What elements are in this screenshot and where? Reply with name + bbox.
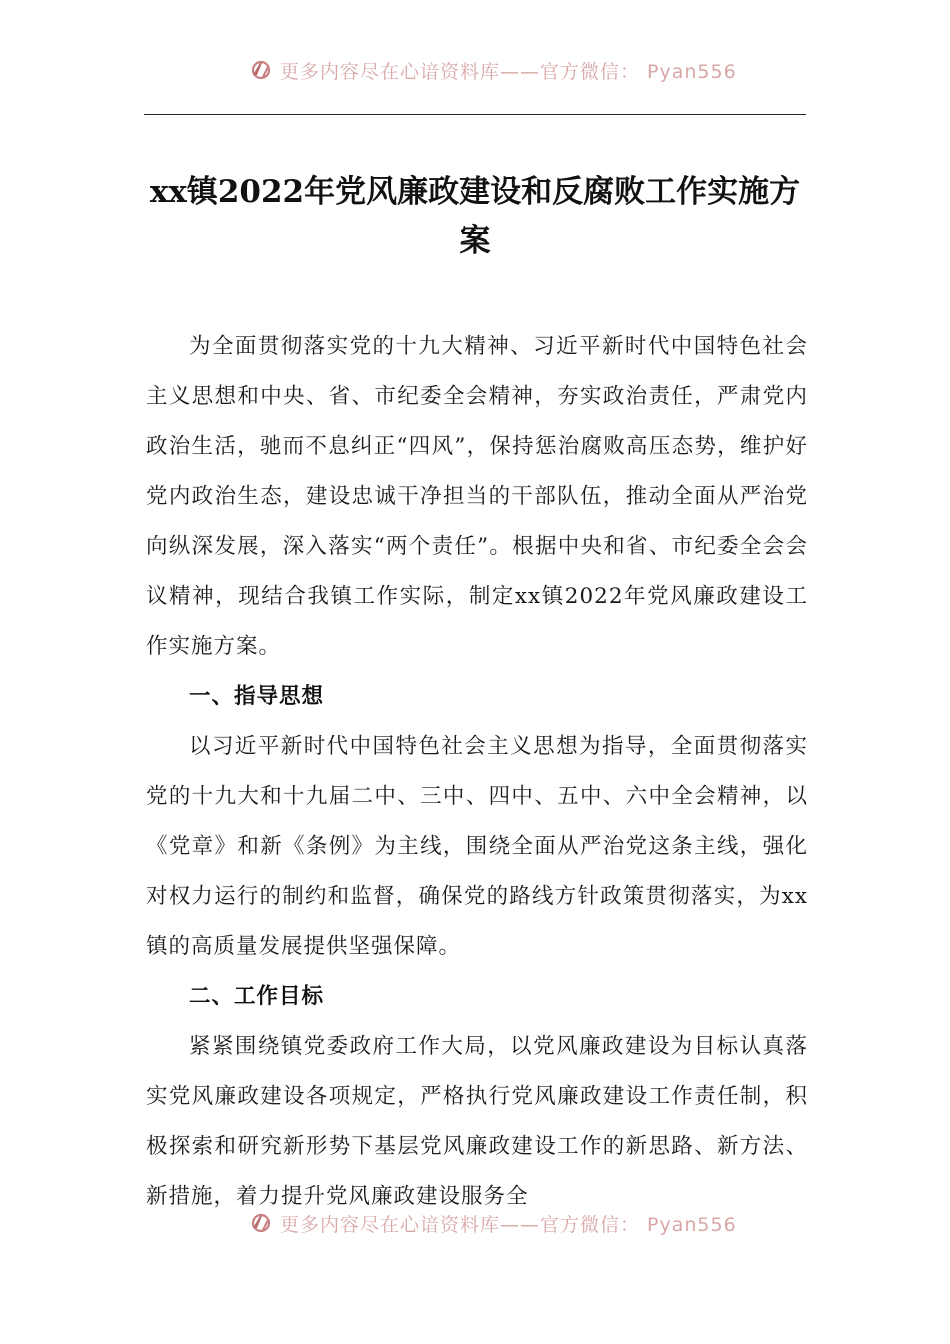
section-heading-work-goals: 二、工作目标 [189, 984, 325, 1009]
guiding-ideology-paragraph: 以习近平新时代中国特色社会主义思想为指导，全面贯彻落实党的十九大和十九届二中、三中、四中、五中、六中全会精神，以《党章》和新《条例》为主线，围绕全面从严治党这条主线，强化对权力运行的制约和监督，确保党的路线方针政策贯彻落实，为xx镇的高质量发展提供坚强保障。 [146, 734, 808, 959]
watermark-text: 更多内容尽在心谙资料库——官方微信： Pyan556 [280, 60, 737, 83]
watermark-header [248, 56, 737, 84]
watermark-footer [248, 1209, 737, 1237]
document-title: xx镇2022年党风廉政建设和反腐败工作实施方案 [149, 174, 801, 259]
watermark-text: 更多内容尽在心谙资料库——官方微信： Pyan556 [280, 1213, 737, 1236]
watermark-logo-icon [248, 1212, 274, 1234]
header-divider [144, 114, 806, 115]
section-heading-guiding-ideology: 一、指导思想 [189, 684, 325, 709]
intro-paragraph: 为全面贯彻落实党的十九大精神、习近平新时代中国特色社会主义思想和中央、省、市纪委全会精神，夯实政治责任，严肃党内政治生活，驰而不息纠正“四风”，保持惩治腐败高压态势，维护好党内政治生态，建设忠诚干净担当的干部队伍，推动全面从严治党向纵深发展，深入落实“两个责任”。根据中央和省、市纪委全会会议精神，现结合我镇工作实际，制定xx镇2022年党风廉政建设工作实施方案。 [146, 334, 808, 659]
document-body [146, 322, 808, 1222]
work-goals-paragraph: 紧紧围绕镇党委政府工作大局，以党风廉政建设为目标认真落实党风廉政建设各项规定，严格执行党风廉政建设工作责任制，积极探索和研究新形势下基层党风廉政建设工作的新思路、新方法、新措施，着力提升党风廉政建设服务全 [146, 1034, 808, 1209]
watermark-logo-icon [248, 59, 274, 81]
